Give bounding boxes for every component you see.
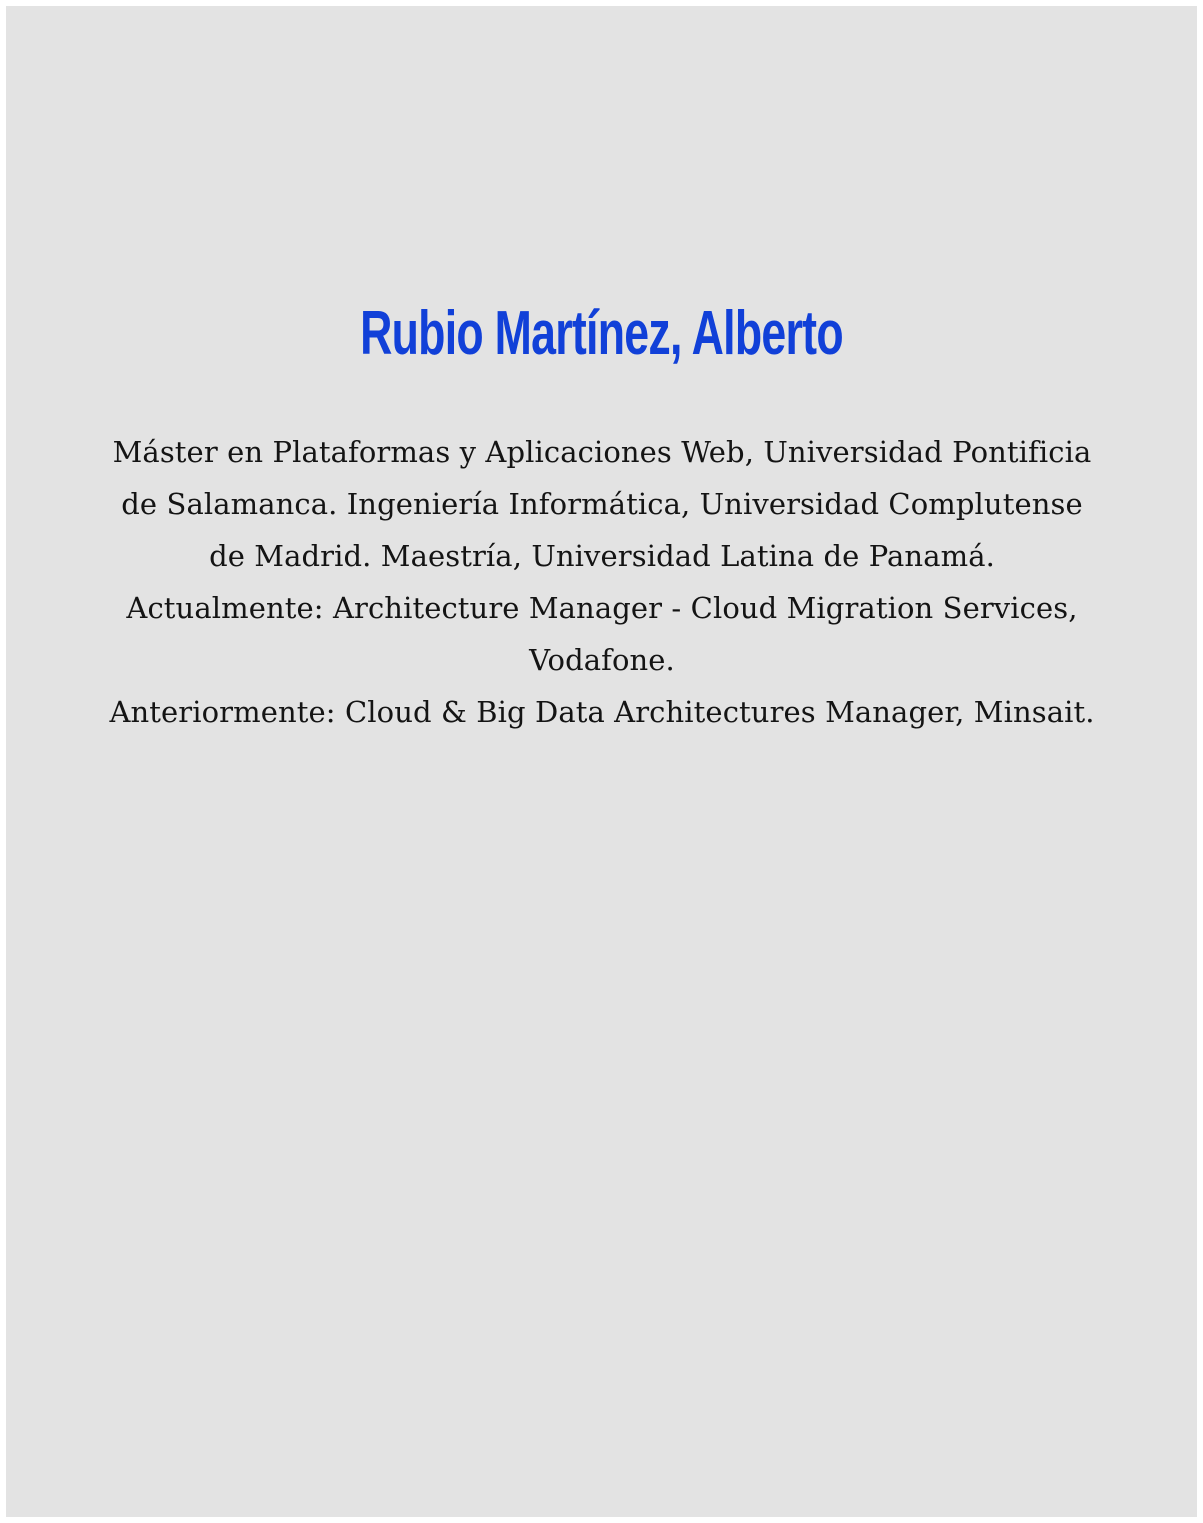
- bio-education: Máster en Plataformas y Aplicaciones Web, Universidad Pontificia de Salamanca. Ingeniería Informática, Universidad Complutense de Madrid. Maestría, Universidad Latina de Panamá.: [112, 435, 1092, 573]
- profile-bio: [102, 426, 1102, 738]
- bio-previous-position: Anteriormente: Cloud & Big Data Architectures Manager, Minsait.: [109, 695, 1095, 729]
- profile-card: [6, 6, 1197, 1517]
- bio-current-position: Actualmente: Architecture Manager - Cloud Migration Services, Vodafone.: [126, 591, 1078, 677]
- profile-name: Rubio Martínez, Alberto: [360, 299, 843, 368]
